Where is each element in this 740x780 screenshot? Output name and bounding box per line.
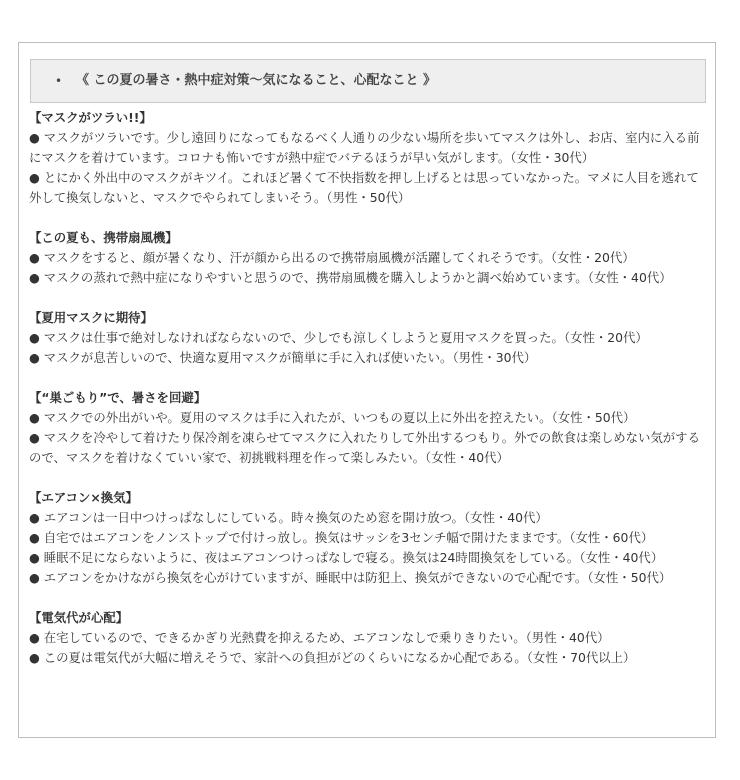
comment-item: ● この夏は電気代が大幅に増えそうで、家計への負担がどのくらいになるか心配である。（女性・70代以上） [29,650,636,665]
comment-item: ● マスクでの外出がいや。夏用のマスクは手に入れたが、いつもの夏以上に外出を控えたい。（女性・50代） [29,410,636,425]
section-heading: 【電気代が心配】 [29,610,129,625]
comment-item: ● 在宅しているので、できるかぎり光熱費を抑えるため、エアコンなしで乗りきりたい。（男性・40代） [29,630,610,645]
section-heading: 【“巣ごもり”で、暑さを回避】 [29,390,207,405]
article-content [29,108,709,668]
section-electricity-cost [29,608,709,668]
comment-item: ● マスクを冷やして着けたり保冷剤を凍らせてマスクに入れたりして外出するつもり。外での飲食は楽しめない気がするので、マスクを着けなくていい家で、初挑戦料理を作って楽しみたい。（女性・40代） [29,430,700,465]
section-heading: 【この夏も、携帯扇風機】 [29,230,178,245]
section-aircon-ventilation [29,488,709,588]
bullet-icon: • [55,74,63,88]
section-mask-tsurai [29,108,709,208]
comment-item: ● マスクの蒸れで熱中症になりやすいと思うので、携帯扇風機を購入しようかと調べ始めています。（女性・40代） [29,270,672,285]
section-heading: 【夏用マスクに期待】 [29,310,153,325]
section-stay-home [29,388,709,468]
comment-item: ● 自宅ではエアコンをノンストップで付けっ放し。換気はサッシを3センチ幅で開けたままです。（女性・60代） [29,530,654,545]
section-heading: 【マスクがツラい!!】 [29,110,152,125]
comment-item: ● マスクが息苦しいので、快適な夏用マスクが簡単に手に入れば使いたい。（男性・30代） [29,350,537,365]
section-portable-fan [29,228,709,288]
comment-item: ● マスクは仕事で絶対しなければならないので、少しでも涼しくしようと夏用マスクを買った。（女性・20代） [29,330,648,345]
comment-item: ● エアコンをかけながら換気を心がけていますが、睡眠中は防犯上、換気ができないので心配です。（女性・50代） [29,570,672,585]
comment-item: ● エアコンは一日中つけっぱなしにしている。時々換気のため窓を開け放つ。（女性・40代） [29,510,548,525]
article-frame [18,42,716,738]
section-heading: 【エアコン×換気】 [29,490,138,505]
section-summer-mask [29,308,709,368]
comment-item: ● 睡眠不足にならないように、夜はエアコンつけっぱなしで寝る。換気は24時間換気をしている。（女性・40代） [29,550,664,565]
comment-item: ● マスクをすると、顔が暑くなり、汗が顔から出るので携帯扇風機が活躍してくれそうです。（女性・20代） [29,250,635,265]
section-title: 《 この夏の暑さ・熱中症対策〜気になること、心配なこと 》 [76,73,437,88]
comment-item: ● とにかく外出中のマスクがキツイ。これほど暑くて不快指数を押し上げるとは思っていなかった。マメに人目を逃れて外して換気しないと、マスクでやられてしまいそう。（男性・50代） [29,170,699,205]
comment-item: ● マスクがツラいです。少し遠回りになってもなるべく人通りの少ない場所を歩いてマスクは外し、お店、室内に入る前にマスクを着けています。コロナも怖いですが熱中症でバテるほうが早い気がします。（女性・30代） [29,130,700,165]
section-header-box [30,59,706,103]
